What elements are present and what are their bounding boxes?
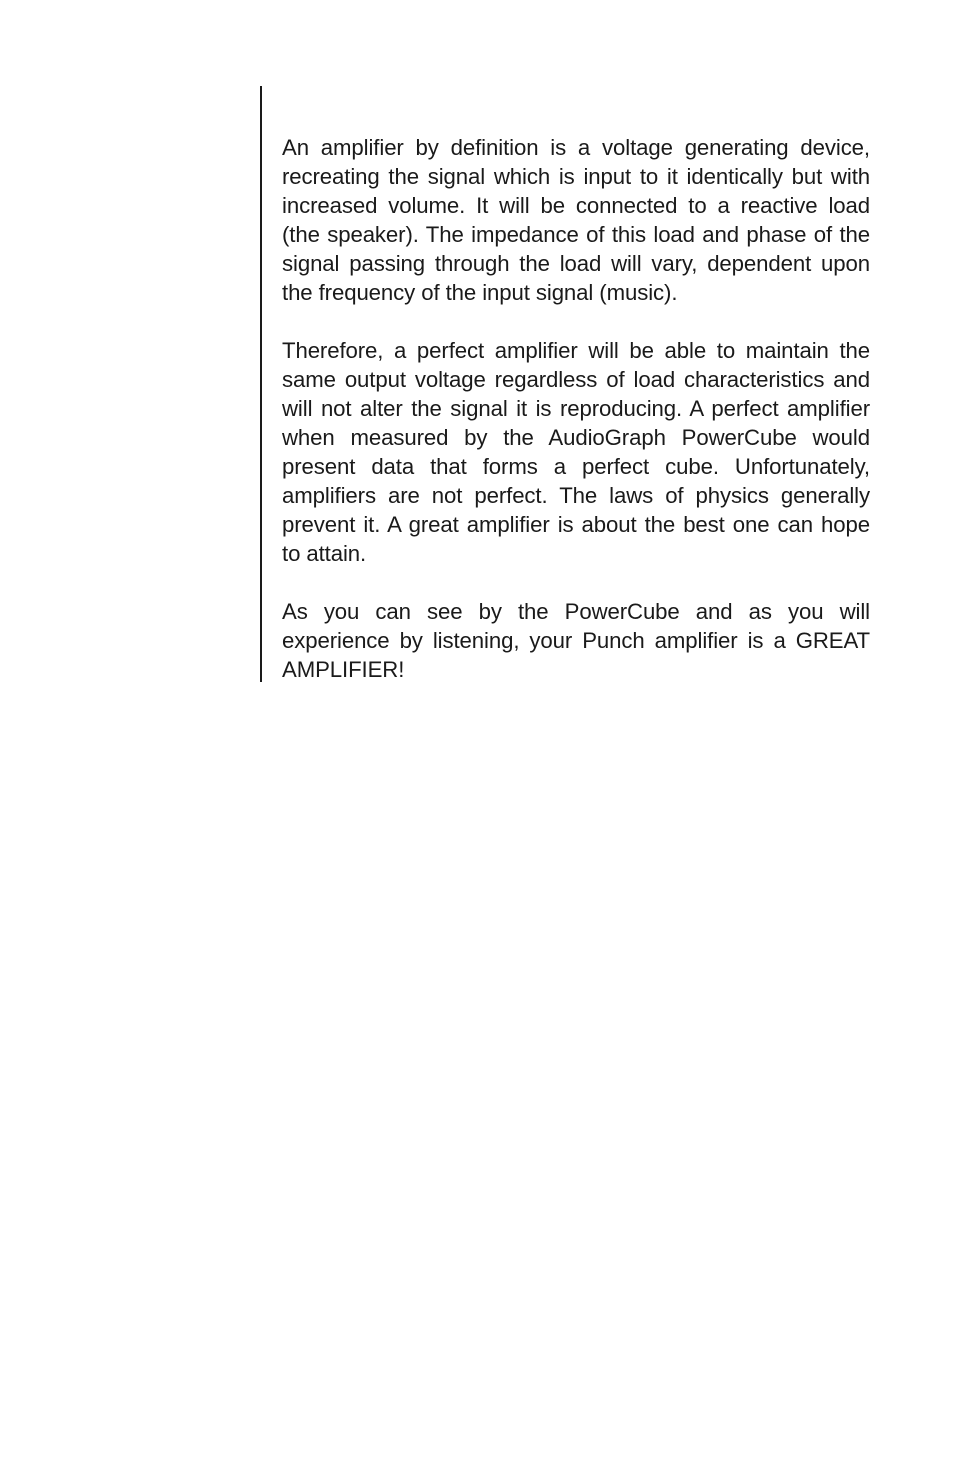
paragraph-great-amplifier: As you can see by the PowerCube and as you will experience by listening, your Punch amplifier is a GREAT AMPLIFIER!: [282, 599, 870, 682]
change-bar: [260, 86, 262, 682]
body-text: [282, 133, 870, 684]
paragraph-amplifier-definition: An amplifier by definition is a voltage generating device, recreating the signal which is input to it identically but with increased volume. It will be connected to a reactive load (the speaker). The impedance of this load and phase of the signal passing through the load will vary, dependent upon the frequency of the input signal (music).: [282, 135, 870, 305]
paragraph-perfect-amplifier: Therefore, a perfect amplifier will be able to maintain the same output voltage regardless of load characteristics and will not alter the signal it is reproducing. A perfect amplifier when measured by the AudioGraph PowerCube would present data that forms a perfect cube. Unfortunately, amplifiers are not perfect. The laws of physics generally prevent it. A great amplifier is about the best one can hope to attain.: [282, 338, 870, 566]
